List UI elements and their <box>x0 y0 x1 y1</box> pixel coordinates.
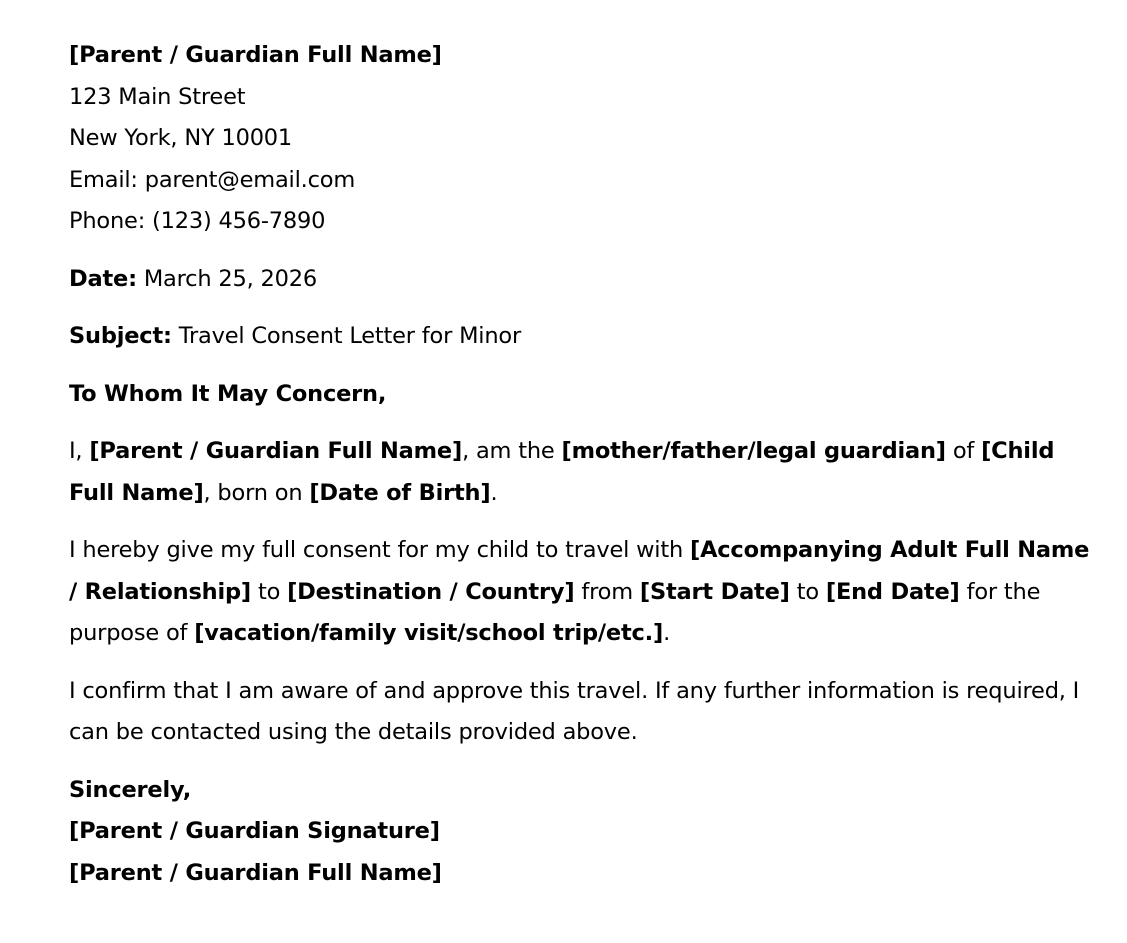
closing-name: [Parent / Guardian Full Name] <box>69 859 442 886</box>
para2-placeholder-accompanying-adult: [Accompanying Adult Full Name / Relationship] <box>69 537 1090 605</box>
para2-placeholder-start-date: [Start Date] <box>639 578 790 605</box>
date-value: March 25, 2026 <box>136 265 317 292</box>
subject-line <box>69 316 1099 358</box>
signature-placeholder: [Parent / Guardian Signature] <box>69 818 440 844</box>
closing-block <box>69 770 1099 895</box>
para1-text-5: . <box>490 479 498 506</box>
para1-placeholder-relationship: [mother/father/legal guardian] <box>561 438 946 464</box>
sender-phone: Phone: (123) 456-7890 <box>69 208 326 234</box>
para1-text-2: , am the <box>462 438 562 464</box>
para1-placeholder-child-name: [Child Full Name] <box>69 438 1055 506</box>
paragraph-identity <box>69 431 1099 514</box>
para1-text-4: , born on <box>203 479 310 506</box>
para2-text-1: I hereby give my full consent for my child to travel with <box>69 537 690 563</box>
sender-street: 123 Main Street <box>69 83 246 110</box>
sender-name: [Parent / Guardian Full Name] <box>69 42 442 68</box>
letter-document <box>69 35 1099 894</box>
date-label: Date: <box>69 265 137 292</box>
para2-placeholder-end-date: [End Date] <box>825 578 960 605</box>
para2-text-2: to <box>251 578 288 605</box>
para2-text-5: for the purpose of <box>69 578 1041 646</box>
paragraph-confirmation: I confirm that I am aware of and approve this travel. If any further information is required, I can be contacted using the details provided above. <box>69 677 1080 745</box>
para1-placeholder-dob: [Date of Birth] <box>309 479 491 506</box>
para1-placeholder-parent-name: [Parent / Guardian Full Name] <box>89 438 463 464</box>
para1-text-3: of <box>945 438 982 464</box>
para2-placeholder-destination: [Destination / Country] <box>287 578 575 605</box>
sender-address-block <box>69 35 1099 243</box>
para1-text-1: I, <box>69 438 90 464</box>
sender-city: New York, NY 10001 <box>69 125 293 151</box>
paragraph-consent <box>69 530 1099 655</box>
sign-off: Sincerely, <box>69 776 192 803</box>
sender-email: Email: parent@email.com <box>69 166 356 193</box>
para2-placeholder-purpose: [vacation/family visit/school trip/etc.] <box>194 620 664 646</box>
para2-text-6: . <box>663 620 671 646</box>
subject-value: Travel Consent Letter for Minor <box>171 323 522 349</box>
subject-label: Subject: <box>69 323 172 349</box>
para2-text-4: to <box>789 578 826 605</box>
para2-text-3: from <box>574 578 640 605</box>
salutation: To Whom It May Concern, <box>69 380 387 407</box>
date-line <box>69 259 1099 301</box>
